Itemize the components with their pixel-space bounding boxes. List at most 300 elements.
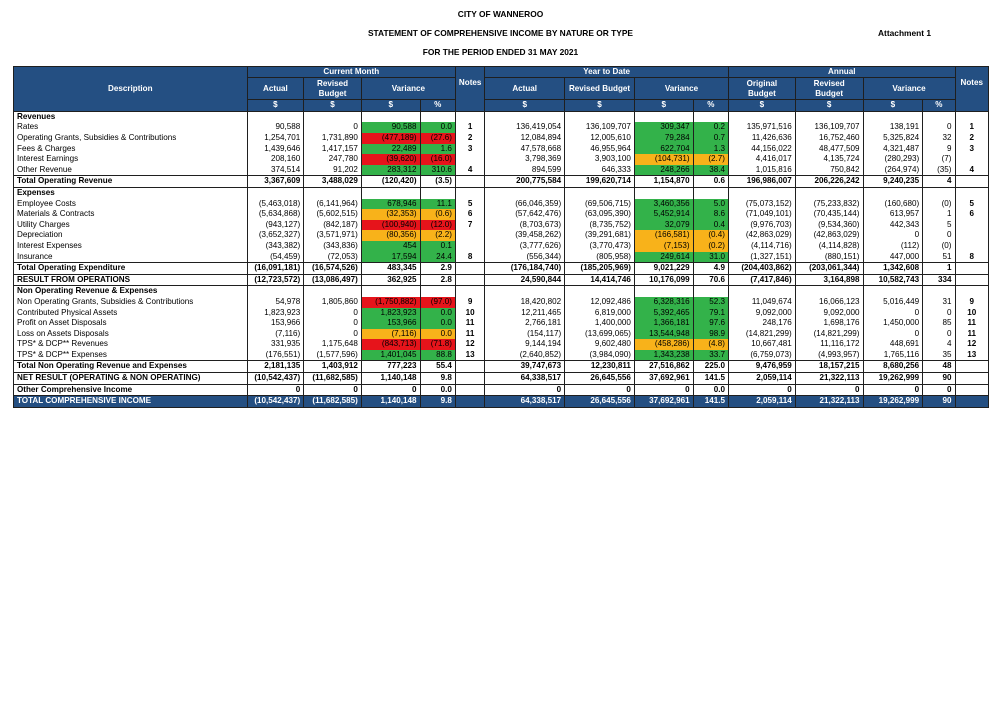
ytd-variance: 3,460,356 bbox=[634, 199, 693, 210]
ytd-revised-budget: 0 bbox=[565, 384, 635, 396]
empty-cell bbox=[304, 286, 362, 297]
annual-variance: 0 bbox=[863, 308, 923, 319]
row-description: Total Operating Expenditure bbox=[14, 263, 248, 275]
annual-original-budget: (204,403,862) bbox=[729, 263, 796, 275]
cm-note: 13 bbox=[455, 350, 484, 361]
annual-note: 12 bbox=[955, 339, 988, 350]
annual-revised-budget: 3,164,898 bbox=[795, 274, 863, 286]
ytd-actual: 9,144,194 bbox=[485, 339, 565, 350]
annual-original-budget: 9,092,000 bbox=[729, 308, 796, 319]
ytd-revised-budget: 136,109,707 bbox=[565, 122, 635, 133]
annual-original-budget: 0 bbox=[729, 384, 796, 396]
ytd-actual: 64,338,517 bbox=[485, 373, 565, 385]
cm-actual: 3,367,609 bbox=[247, 176, 304, 188]
cm-variance-pct: 1.6 bbox=[420, 144, 455, 155]
annual-variance: 1,342,608 bbox=[863, 263, 923, 275]
annual-original-budget: 11,426,636 bbox=[729, 133, 796, 144]
annual-revised-budget: 11,116,172 bbox=[795, 339, 863, 350]
cm-variance: 90,588 bbox=[361, 122, 420, 133]
annual-revised-budget: (4,114,828) bbox=[795, 241, 863, 252]
row-description: Non Operating Grants, Subsidies & Contributions bbox=[14, 297, 248, 308]
cm-note: 7 bbox=[455, 220, 484, 231]
cm-actual: 1,823,923 bbox=[247, 308, 304, 319]
annual-original-budget: 1,015,816 bbox=[729, 165, 796, 176]
ytd-actual: 12,211,465 bbox=[485, 308, 565, 319]
total-row bbox=[14, 263, 989, 275]
ytd-revised-budget: 12,005,610 bbox=[565, 133, 635, 144]
empty-cell bbox=[565, 286, 635, 297]
annual-note: 6 bbox=[955, 209, 988, 220]
total-row bbox=[14, 373, 989, 385]
cm-actual: (943,127) bbox=[247, 220, 304, 231]
col-an-original-budget: Original Budget bbox=[729, 78, 796, 100]
ytd-variance: 249,614 bbox=[634, 252, 693, 263]
ytd-variance-pct: 38.4 bbox=[693, 165, 728, 176]
row-description: Revenues bbox=[14, 111, 248, 122]
col-ytd-actual: Actual bbox=[485, 78, 565, 100]
unit-dollar: $ bbox=[729, 100, 796, 111]
annual-original-budget: (7,417,846) bbox=[729, 274, 796, 286]
empty-cell bbox=[455, 111, 484, 122]
annual-revised-budget: (70,435,144) bbox=[795, 209, 863, 220]
unit-dollar: $ bbox=[634, 100, 693, 111]
empty-cell bbox=[923, 111, 955, 122]
row-description: Operating Grants, Subsidies & Contributions bbox=[14, 133, 248, 144]
cm-note: 12 bbox=[455, 339, 484, 350]
cm-revised-budget: (5,602,515) bbox=[304, 209, 362, 220]
col-ytd-revised-budget: Revised Budget bbox=[565, 78, 635, 100]
annual-variance: (264,974) bbox=[863, 165, 923, 176]
cm-revised-budget: (13,086,497) bbox=[304, 274, 362, 286]
cm-actual: (343,382) bbox=[247, 241, 304, 252]
empty-cell bbox=[955, 187, 988, 198]
annual-variance-pct: 85 bbox=[923, 318, 955, 329]
row-description: NET RESULT (OPERATING & NON OPERATING) bbox=[14, 373, 248, 385]
cm-variance: (7,116) bbox=[361, 329, 420, 340]
annual-variance: (160,680) bbox=[863, 199, 923, 210]
cm-note bbox=[455, 373, 484, 385]
annual-variance-pct: 90 bbox=[923, 373, 955, 385]
ytd-actual: (2,640,852) bbox=[485, 350, 565, 361]
empty-cell bbox=[693, 187, 728, 198]
unit-dollar: $ bbox=[565, 100, 635, 111]
cm-actual: 208,160 bbox=[247, 154, 304, 165]
cm-variance-pct: 9.8 bbox=[420, 373, 455, 385]
cm-revised-budget: 0 bbox=[304, 308, 362, 319]
ytd-actual: 64,338,517 bbox=[485, 396, 565, 408]
row-description: Total Operating Revenue bbox=[14, 176, 248, 188]
annual-original-budget: (6,759,073) bbox=[729, 350, 796, 361]
cm-note: 9 bbox=[455, 297, 484, 308]
cm-variance: 22,489 bbox=[361, 144, 420, 155]
ytd-variance-pct: 5.0 bbox=[693, 199, 728, 210]
ytd-revised-budget: 26,645,556 bbox=[565, 373, 635, 385]
ytd-revised-budget: (805,958) bbox=[565, 252, 635, 263]
cm-revised-budget: 247,780 bbox=[304, 154, 362, 165]
group-current-month: Current Month bbox=[247, 67, 455, 78]
annual-variance-pct: 4 bbox=[923, 339, 955, 350]
cm-note: 1 bbox=[455, 122, 484, 133]
cm-variance-pct: 0.1 bbox=[420, 241, 455, 252]
empty-cell bbox=[247, 111, 304, 122]
ytd-variance: 37,692,961 bbox=[634, 373, 693, 385]
annual-revised-budget: 206,226,242 bbox=[795, 176, 863, 188]
cm-variance: (120,420) bbox=[361, 176, 420, 188]
annual-variance: 19,262,999 bbox=[863, 396, 923, 408]
annual-variance: (112) bbox=[863, 241, 923, 252]
ytd-variance: 9,021,229 bbox=[634, 263, 693, 275]
ytd-variance-pct: 1.3 bbox=[693, 144, 728, 155]
row-description: TPS* & DCP** Expenses bbox=[14, 350, 248, 361]
empty-cell bbox=[634, 187, 693, 198]
annual-revised-budget: 16,752,460 bbox=[795, 133, 863, 144]
total-row bbox=[14, 176, 989, 188]
total-row bbox=[14, 274, 989, 286]
cm-revised-budget: 1,805,860 bbox=[304, 297, 362, 308]
cm-revised-budget: (1,577,596) bbox=[304, 350, 362, 361]
annual-original-budget: (9,976,703) bbox=[729, 220, 796, 231]
empty-cell bbox=[247, 187, 304, 198]
cm-variance: (100,940) bbox=[361, 220, 420, 231]
cm-note: 8 bbox=[455, 252, 484, 263]
ytd-actual: (556,344) bbox=[485, 252, 565, 263]
ytd-revised-budget: (185,205,969) bbox=[565, 263, 635, 275]
cm-note: 11 bbox=[455, 318, 484, 329]
col-cm-actual: Actual bbox=[247, 78, 304, 100]
table-row bbox=[14, 308, 989, 319]
cm-revised-budget: (842,187) bbox=[304, 220, 362, 231]
table-row bbox=[14, 339, 989, 350]
annual-variance-pct: 90 bbox=[923, 396, 955, 408]
annual-revised-budget: 9,092,000 bbox=[795, 308, 863, 319]
annual-variance-pct: 5 bbox=[923, 220, 955, 231]
ytd-revised-budget: (13,699,065) bbox=[565, 329, 635, 340]
cm-note: 10 bbox=[455, 308, 484, 319]
ytd-variance: 0 bbox=[634, 384, 693, 396]
income-statement-table bbox=[13, 66, 989, 408]
ytd-variance: 622,704 bbox=[634, 144, 693, 155]
cm-revised-budget: 91,202 bbox=[304, 165, 362, 176]
cm-revised-budget: 0 bbox=[304, 122, 362, 133]
annual-revised-budget: (75,233,832) bbox=[795, 199, 863, 210]
cm-variance-pct: (97.0) bbox=[420, 297, 455, 308]
cm-actual: 1,439,646 bbox=[247, 144, 304, 155]
ytd-variance: 27,516,862 bbox=[634, 361, 693, 373]
ytd-variance: 248,266 bbox=[634, 165, 693, 176]
cm-actual: 1,254,701 bbox=[247, 133, 304, 144]
col-an-revised-budget: Revised Budget bbox=[795, 78, 863, 100]
ytd-actual: (39,458,262) bbox=[485, 230, 565, 241]
col-notes-an: Notes bbox=[955, 67, 988, 100]
annual-variance: 0 bbox=[863, 329, 923, 340]
ytd-variance-pct: 97.6 bbox=[693, 318, 728, 329]
annual-variance-pct: 0 bbox=[923, 308, 955, 319]
ytd-variance: 13,544,948 bbox=[634, 329, 693, 340]
empty-cell bbox=[863, 111, 923, 122]
annual-variance: 19,262,999 bbox=[863, 373, 923, 385]
ytd-variance: 1,154,870 bbox=[634, 176, 693, 188]
cm-variance: (1,750,882) bbox=[361, 297, 420, 308]
annual-variance: 1,765,116 bbox=[863, 350, 923, 361]
annual-original-budget: 44,156,022 bbox=[729, 144, 796, 155]
ytd-actual: 894,599 bbox=[485, 165, 565, 176]
section-row bbox=[14, 111, 989, 122]
annual-variance-pct: 9 bbox=[923, 144, 955, 155]
annual-variance: 442,343 bbox=[863, 220, 923, 231]
ytd-actual: (154,117) bbox=[485, 329, 565, 340]
table-row bbox=[14, 165, 989, 176]
annual-variance-pct: 0 bbox=[923, 122, 955, 133]
ytd-actual: 3,798,369 bbox=[485, 154, 565, 165]
annual-original-budget: 135,971,516 bbox=[729, 122, 796, 133]
cm-actual: (7,116) bbox=[247, 329, 304, 340]
annual-revised-budget: 16,066,123 bbox=[795, 297, 863, 308]
ytd-variance-pct: 70.6 bbox=[693, 274, 728, 286]
annual-original-budget: 10,667,481 bbox=[729, 339, 796, 350]
group-annual: Annual bbox=[729, 67, 956, 78]
cm-revised-budget: 1,417,157 bbox=[304, 144, 362, 155]
annual-note bbox=[955, 241, 988, 252]
cm-note bbox=[455, 154, 484, 165]
cm-actual: (10,542,437) bbox=[247, 396, 304, 408]
ytd-variance-pct: 4.9 bbox=[693, 263, 728, 275]
annual-revised-budget: 136,109,707 bbox=[795, 122, 863, 133]
annual-revised-budget: 4,135,724 bbox=[795, 154, 863, 165]
unit-blank bbox=[455, 100, 484, 111]
annual-note: 4 bbox=[955, 165, 988, 176]
annual-note bbox=[955, 176, 988, 188]
empty-cell bbox=[304, 187, 362, 198]
annual-variance: 10,582,743 bbox=[863, 274, 923, 286]
cm-actual: 2,181,135 bbox=[247, 361, 304, 373]
annual-variance: 613,957 bbox=[863, 209, 923, 220]
annual-variance: 447,000 bbox=[863, 252, 923, 263]
cm-variance-pct: (2.2) bbox=[420, 230, 455, 241]
empty-cell bbox=[729, 286, 796, 297]
annual-variance-pct: 31 bbox=[923, 297, 955, 308]
row-description: Expenses bbox=[14, 187, 248, 198]
table-row bbox=[14, 122, 989, 133]
empty-cell bbox=[420, 187, 455, 198]
empty-cell bbox=[455, 286, 484, 297]
ytd-variance-pct: (2.7) bbox=[693, 154, 728, 165]
total-row bbox=[14, 384, 989, 396]
ytd-variance-pct: 98.9 bbox=[693, 329, 728, 340]
table-row bbox=[14, 199, 989, 210]
cm-revised-budget: 1,175,648 bbox=[304, 339, 362, 350]
ytd-actual: (66,046,359) bbox=[485, 199, 565, 210]
ytd-variance-pct: (0.4) bbox=[693, 230, 728, 241]
cm-revised-budget: (11,682,585) bbox=[304, 373, 362, 385]
annual-note bbox=[955, 220, 988, 231]
table-row bbox=[14, 318, 989, 329]
annual-revised-budget: 48,477,509 bbox=[795, 144, 863, 155]
ytd-actual: (176,184,740) bbox=[485, 263, 565, 275]
cm-revised-budget: 3,488,029 bbox=[304, 176, 362, 188]
annual-variance-pct: 334 bbox=[923, 274, 955, 286]
ytd-variance-pct: 141.5 bbox=[693, 396, 728, 408]
table-row bbox=[14, 297, 989, 308]
empty-cell bbox=[485, 187, 565, 198]
row-description: Utility Charges bbox=[14, 220, 248, 231]
cm-note bbox=[455, 361, 484, 373]
table-row bbox=[14, 230, 989, 241]
annual-variance: 0 bbox=[863, 384, 923, 396]
annual-variance: 8,680,256 bbox=[863, 361, 923, 373]
cm-note bbox=[455, 384, 484, 396]
annual-revised-budget: 18,157,215 bbox=[795, 361, 863, 373]
unit-blank bbox=[955, 100, 988, 111]
cm-actual: 331,935 bbox=[247, 339, 304, 350]
ytd-variance-pct: 0.4 bbox=[693, 220, 728, 231]
cm-revised-budget: (72,053) bbox=[304, 252, 362, 263]
cm-variance: 777,223 bbox=[361, 361, 420, 373]
annual-note bbox=[955, 373, 988, 385]
ytd-variance-pct: 79.1 bbox=[693, 308, 728, 319]
ytd-actual: (57,642,476) bbox=[485, 209, 565, 220]
ytd-actual: 0 bbox=[485, 384, 565, 396]
cm-variance-pct: 310.6 bbox=[420, 165, 455, 176]
cm-revised-budget: 0 bbox=[304, 329, 362, 340]
cm-actual: (16,091,181) bbox=[247, 263, 304, 275]
cm-variance-pct: 0.0 bbox=[420, 329, 455, 340]
empty-cell bbox=[693, 111, 728, 122]
table-row bbox=[14, 133, 989, 144]
empty-cell bbox=[863, 187, 923, 198]
ytd-variance-pct: 141.5 bbox=[693, 373, 728, 385]
cm-variance: (32,353) bbox=[361, 209, 420, 220]
annual-variance: 9,240,235 bbox=[863, 176, 923, 188]
section-row bbox=[14, 286, 989, 297]
ytd-variance: 37,692,961 bbox=[634, 396, 693, 408]
cm-actual: 153,966 bbox=[247, 318, 304, 329]
annual-variance: 4,321,487 bbox=[863, 144, 923, 155]
cm-actual: (12,723,572) bbox=[247, 274, 304, 286]
annual-variance-pct: 0 bbox=[923, 329, 955, 340]
unit-percent: % bbox=[420, 100, 455, 111]
annual-variance: 448,691 bbox=[863, 339, 923, 350]
cm-variance-pct: 9.8 bbox=[420, 396, 455, 408]
ytd-revised-budget: 14,414,746 bbox=[565, 274, 635, 286]
ytd-revised-budget: 46,955,964 bbox=[565, 144, 635, 155]
empty-cell bbox=[565, 111, 635, 122]
cm-variance: 454 bbox=[361, 241, 420, 252]
annual-variance: 138,191 bbox=[863, 122, 923, 133]
cm-note: 11 bbox=[455, 329, 484, 340]
ytd-revised-budget: (3,770,473) bbox=[565, 241, 635, 252]
cm-variance-pct: 0.0 bbox=[420, 384, 455, 396]
cm-note bbox=[455, 396, 484, 408]
annual-note bbox=[955, 274, 988, 286]
annual-note bbox=[955, 396, 988, 408]
annual-variance: (280,293) bbox=[863, 154, 923, 165]
annual-original-budget: (4,114,716) bbox=[729, 241, 796, 252]
cm-actual: 54,978 bbox=[247, 297, 304, 308]
table-header bbox=[14, 67, 989, 112]
cm-variance: 17,594 bbox=[361, 252, 420, 263]
cm-actual: (54,459) bbox=[247, 252, 304, 263]
annual-revised-budget: (9,534,360) bbox=[795, 220, 863, 231]
annual-variance-pct: (0) bbox=[923, 241, 955, 252]
ytd-actual: 136,419,054 bbox=[485, 122, 565, 133]
empty-cell bbox=[565, 187, 635, 198]
cm-actual: (5,634,868) bbox=[247, 209, 304, 220]
table-row bbox=[14, 350, 989, 361]
ytd-variance-pct: 33.7 bbox=[693, 350, 728, 361]
table-row bbox=[14, 329, 989, 340]
cm-variance: 0 bbox=[361, 384, 420, 396]
ytd-variance: (7,153) bbox=[634, 241, 693, 252]
annual-original-budget: 248,176 bbox=[729, 318, 796, 329]
ytd-actual: 12,084,894 bbox=[485, 133, 565, 144]
annual-original-budget: 11,049,674 bbox=[729, 297, 796, 308]
annual-revised-budget: (203,061,344) bbox=[795, 263, 863, 275]
cm-revised-budget: 1,403,912 bbox=[304, 361, 362, 373]
table-row bbox=[14, 154, 989, 165]
ytd-actual: 18,420,802 bbox=[485, 297, 565, 308]
section-row bbox=[14, 187, 989, 198]
ytd-actual: 24,590,844 bbox=[485, 274, 565, 286]
table-row bbox=[14, 252, 989, 263]
row-description: Employee Costs bbox=[14, 199, 248, 210]
annual-variance-pct: (35) bbox=[923, 165, 955, 176]
cm-variance-pct: (16.0) bbox=[420, 154, 455, 165]
row-description: Loss on Assets Disposals bbox=[14, 329, 248, 340]
ytd-revised-budget: (63,095,390) bbox=[565, 209, 635, 220]
annual-note bbox=[955, 384, 988, 396]
col-cm-revised-budget: Revised Budget bbox=[304, 78, 362, 100]
col-notes-cm: Notes bbox=[455, 67, 484, 100]
empty-cell bbox=[455, 187, 484, 198]
annual-original-budget: (42,863,029) bbox=[729, 230, 796, 241]
unit-percent: % bbox=[693, 100, 728, 111]
group-year-to-date: Year to Date bbox=[485, 67, 729, 78]
ytd-revised-budget: 12,092,486 bbox=[565, 297, 635, 308]
attachment-label: Attachment 1 bbox=[878, 28, 932, 38]
cm-revised-budget: 1,731,890 bbox=[304, 133, 362, 144]
ytd-actual: (8,703,673) bbox=[485, 220, 565, 231]
empty-cell bbox=[361, 286, 420, 297]
ytd-variance: 6,328,316 bbox=[634, 297, 693, 308]
col-description: Description bbox=[14, 67, 248, 112]
table-row bbox=[14, 220, 989, 231]
cm-note: 5 bbox=[455, 199, 484, 210]
cm-note bbox=[455, 263, 484, 275]
table-row bbox=[14, 241, 989, 252]
ytd-variance-pct: 52.3 bbox=[693, 297, 728, 308]
row-description: Contributed Physical Assets bbox=[14, 308, 248, 319]
table-row bbox=[14, 144, 989, 155]
cm-variance-pct: (27.6) bbox=[420, 133, 455, 144]
row-description: Insurance bbox=[14, 252, 248, 263]
row-description: Other Revenue bbox=[14, 165, 248, 176]
annual-variance-pct: 48 bbox=[923, 361, 955, 373]
annual-variance-pct: (0) bbox=[923, 199, 955, 210]
cm-note: 2 bbox=[455, 133, 484, 144]
ytd-revised-budget: 6,819,000 bbox=[565, 308, 635, 319]
cm-variance-pct: 55.4 bbox=[420, 361, 455, 373]
cm-revised-budget: (3,571,971) bbox=[304, 230, 362, 241]
annual-revised-budget: 21,322,113 bbox=[795, 373, 863, 385]
empty-cell bbox=[485, 111, 565, 122]
period-label: FOR THE PERIOD ENDED 31 MAY 2021 bbox=[422, 47, 579, 57]
annual-variance-pct: 0 bbox=[923, 230, 955, 241]
table-row bbox=[14, 209, 989, 220]
unit-percent: % bbox=[923, 100, 955, 111]
annual-revised-budget: (42,863,029) bbox=[795, 230, 863, 241]
empty-cell bbox=[361, 111, 420, 122]
annual-note: 11 bbox=[955, 329, 988, 340]
